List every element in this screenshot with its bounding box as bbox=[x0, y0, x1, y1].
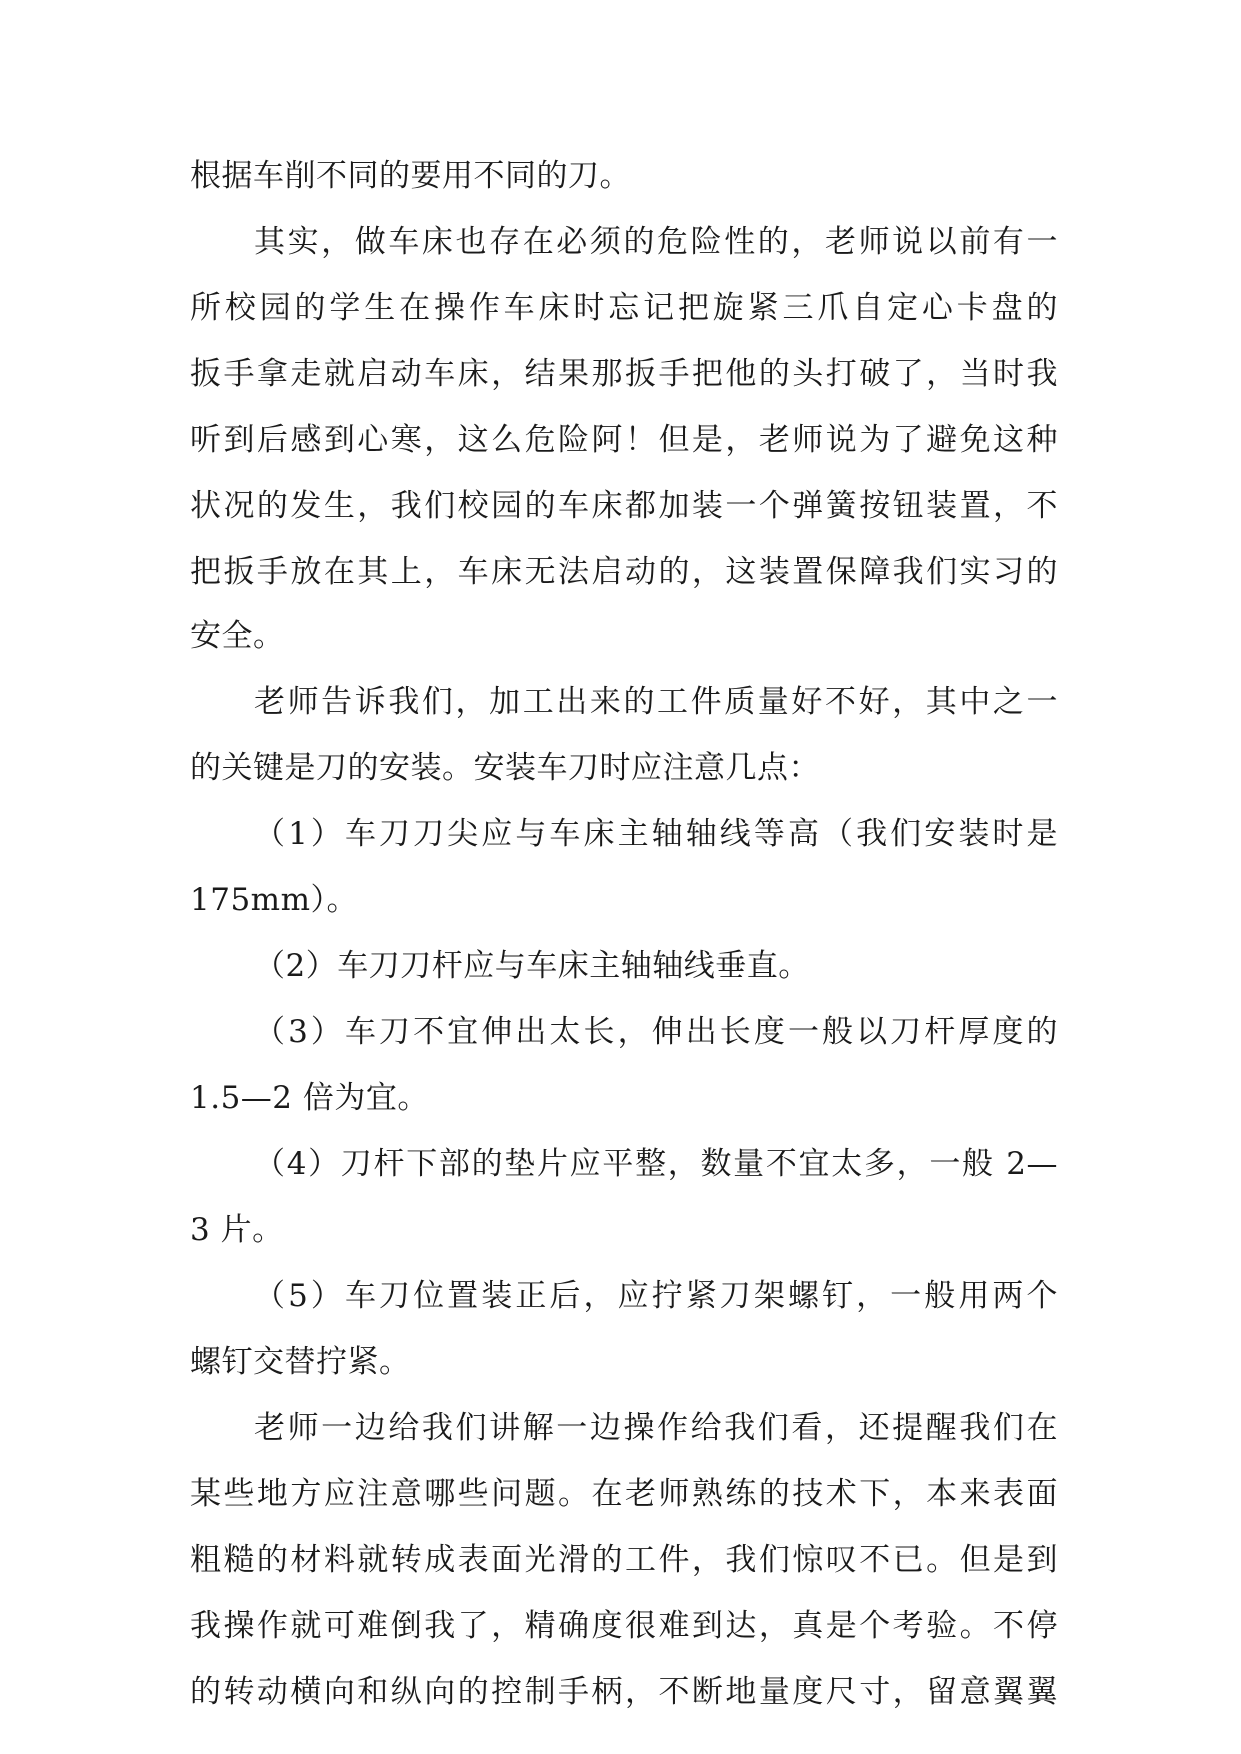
text-line: 把扳手放在其上，车床无法启动的，这装置保障我们实习的 bbox=[190, 554, 1058, 590]
text-line: 粗糙的材料就转成表面光滑的工件，我们惊叹不已。但是到 bbox=[190, 1542, 1058, 1578]
text-line: 老师告诉我们，加工出来的工件质量好不好，其中之一 bbox=[254, 684, 1058, 720]
text-line: （1）车刀刀尖应与车床主轴轴线等高（我们安装时是 bbox=[254, 816, 1058, 852]
text-line: 我操作就可难倒我了，精确度很难到达，真是个考验。不停 bbox=[190, 1608, 1058, 1644]
text-line: 所校园的学生在操作车床时忘记把旋紧三爪自定心卡盘的 bbox=[190, 290, 1058, 326]
text-line: 根据车削不同的要用不同的刀。 bbox=[190, 158, 631, 194]
text-line: 的转动横向和纵向的控制手柄，不断地量度尺寸，留意翼翼 bbox=[190, 1674, 1058, 1710]
text-line: 某些地方应注意哪些问题。在老师熟练的技术下，本来表面 bbox=[190, 1476, 1058, 1512]
text-line: 安全。 bbox=[190, 618, 285, 654]
text-line: （4）刀杆下部的垫片应平整，数量不宜太多，一般 2— bbox=[254, 1146, 1058, 1182]
text-line: 状况的发生，我们校园的车床都加装一个弹簧按钮装置，不 bbox=[190, 488, 1058, 524]
text-line: 1.5—2 倍为宜。 bbox=[190, 1080, 429, 1116]
text-line: 其实，做车床也存在必须的危险性的，老师说以前有一 bbox=[254, 224, 1058, 260]
text-line: 的关键是刀的安装。安装车刀时应注意几点： bbox=[190, 750, 820, 786]
text-line: 扳手拿走就启动车床，结果那扳手把他的头打破了，当时我 bbox=[190, 356, 1058, 392]
text-line: 螺钉交替拧紧。 bbox=[190, 1344, 411, 1380]
text-line: 3 片。 bbox=[190, 1212, 284, 1248]
text-line: （2）车刀刀杆应与车床主轴轴线垂直。 bbox=[254, 948, 810, 984]
text-line: 老师一边给我们讲解一边操作给我们看，还提醒我们在 bbox=[254, 1410, 1058, 1446]
text-line: （3）车刀不宜伸出太长，伸出长度一般以刀杆厚度的 bbox=[254, 1014, 1058, 1050]
text-line: 听到后感到心寒，这么危险阿！但是，老师说为了避免这种 bbox=[190, 422, 1058, 458]
text-line: 175mm）。 bbox=[190, 882, 358, 918]
text-line: （5）车刀位置装正后，应拧紧刀架螺钉，一般用两个 bbox=[254, 1278, 1058, 1314]
